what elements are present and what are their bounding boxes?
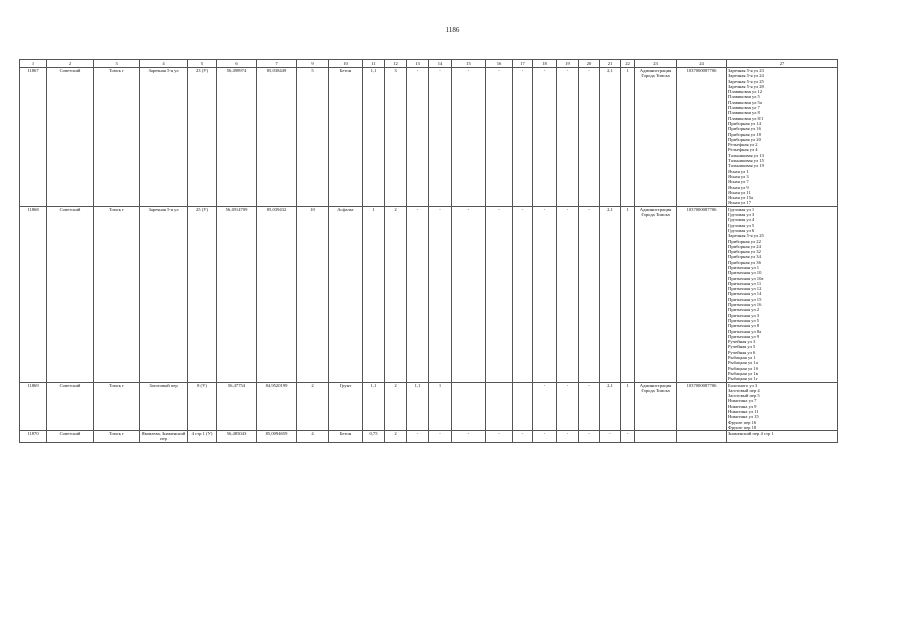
address-item: Приборная ул 24	[728, 243, 761, 249]
address-item: Никитина ул 11	[728, 409, 759, 414]
table-cell	[677, 431, 727, 443]
table-cell: 85,038449	[257, 68, 297, 207]
table-cell: Томск г	[94, 68, 140, 207]
table-cell: Заречная 5-я ул	[140, 68, 188, 207]
table-cell: Бетон	[329, 431, 363, 443]
table-cell: Советский	[47, 68, 94, 207]
address-item: Рыбацкая ул 1г	[728, 376, 758, 382]
address-item: Приборная ул 20	[728, 136, 761, 142]
table-cell: 2	[385, 206, 407, 382]
address-list-cell	[727, 68, 838, 207]
table-cell: -	[533, 382, 557, 431]
address-item: Грузовая ул 1	[728, 206, 755, 212]
address-item: Приборная ул 14	[728, 120, 761, 126]
address-item: Ручейная ул 6	[728, 349, 756, 355]
column-header: 5	[188, 60, 217, 68]
address-item: Заготовый пер 5	[728, 393, 760, 399]
column-header: 7	[257, 60, 297, 68]
table-cell: -	[513, 206, 533, 382]
address-item: Ясная ул 7	[728, 179, 749, 185]
table-cell: 11870	[20, 431, 47, 443]
table-cell: -	[407, 206, 429, 382]
table-cell: -	[579, 431, 600, 443]
register-body	[20, 68, 838, 443]
column-header: 23	[635, 60, 677, 68]
table-cell: 25 (У)	[188, 206, 217, 382]
table-cell: 56,47754	[217, 382, 257, 431]
address-item: Фрунзе пер 18	[728, 424, 757, 430]
address-item: Ясная ул 15а	[728, 195, 754, 201]
table-cell: -	[452, 431, 486, 443]
address-item: Рыбацкая ул 1а	[728, 360, 758, 366]
table-cell: 11868	[20, 206, 47, 382]
table-cell	[513, 382, 533, 431]
address-item: Заречная 5-я ул 25	[728, 233, 764, 239]
table-cell: Советский	[47, 431, 94, 443]
address-item: Плавиковая ул 5	[728, 94, 760, 100]
table-cell: 3	[385, 68, 407, 207]
address-item: Болотного ул 3	[728, 382, 758, 388]
address-item: Притычная ул 16	[728, 302, 762, 308]
table-cell: 1	[429, 382, 452, 431]
address-item: Никитина ул 15	[728, 414, 759, 420]
table-cell: -	[452, 206, 486, 382]
column-header: 11	[363, 60, 385, 68]
table-cell: -	[533, 206, 557, 382]
table-cell	[452, 382, 486, 431]
table-cell: -	[513, 431, 533, 443]
address-item: Тальниковая ул 15	[728, 158, 764, 164]
table-row	[20, 382, 838, 431]
table-cell: 8 (У)	[188, 382, 217, 431]
address-item: Плавиковая ул 8/1	[728, 115, 764, 121]
column-header: 21	[600, 60, 621, 68]
address-item: Приборная ул 18	[728, 131, 761, 137]
column-header: 19	[557, 60, 579, 68]
address-item: Приборная ул 16	[728, 126, 761, 132]
table-cell: -	[579, 382, 600, 431]
table-cell: 11867	[20, 68, 47, 207]
address-item: Ясная ул 1	[728, 168, 749, 174]
address-item: Ясная ул 17	[728, 200, 751, 206]
table-cell: -	[452, 68, 486, 207]
table-cell: 1,1	[407, 382, 429, 431]
table-cell: Администрация Города Томска	[635, 382, 677, 431]
page-number: 1186	[445, 26, 460, 34]
table-cell: 1,1	[363, 68, 385, 207]
table-cell: 2,1	[600, 206, 621, 382]
address-item: Ясная ул 3	[728, 173, 749, 179]
column-header: 17	[513, 60, 533, 68]
address-item: Плавиковая ул 12	[728, 89, 763, 95]
address-item: Заготовый пер 4	[728, 387, 760, 393]
column-header: 6	[217, 60, 257, 68]
address-item: Тальниковая ул 13	[728, 152, 764, 158]
table-cell: 1	[621, 382, 635, 431]
table-cell: -	[486, 68, 513, 207]
address-item: Никитина ул 9	[728, 403, 757, 409]
table-cell	[486, 382, 513, 431]
address-item: Рыбацкая ул 1б	[728, 365, 759, 371]
table-cell: -	[579, 68, 600, 207]
address-item: Плавиковая ул 7	[728, 105, 760, 111]
table-cell: 2,1	[600, 382, 621, 431]
address-item: Притычная ул 1	[728, 264, 760, 270]
address-item: Рельефная ул 2	[728, 142, 758, 148]
table-cell: -	[429, 68, 452, 207]
table-cell: 2	[385, 431, 407, 443]
table-cell: 85,039432	[257, 206, 297, 382]
column-header: 1	[20, 60, 47, 68]
table-cell: Советский	[47, 382, 94, 431]
address-item: Грузовая ул 4	[728, 217, 755, 223]
address-item: Приборная ул 22	[728, 238, 761, 244]
table-cell: Администрация Города Томска	[635, 206, 677, 382]
table-cell: 56,4914709	[217, 206, 257, 382]
address-list-cell	[727, 431, 838, 443]
table-cell: 2,1	[600, 68, 621, 207]
table-cell: -	[407, 68, 429, 207]
table-cell: -	[533, 431, 557, 443]
table-cell: -	[557, 431, 579, 443]
address-item: Знаменский пер 4 стр 1	[728, 431, 774, 437]
address-item: Плавиковая ул 8	[728, 110, 760, 116]
address-item: Притычная ул 15	[728, 296, 762, 302]
address-item: Рыбацкая ул 1в	[728, 370, 758, 376]
address-item: Тальниковая ул 19	[728, 163, 764, 169]
table-cell: 5	[297, 68, 329, 207]
address-item: Притычная ул 8	[728, 323, 760, 329]
table-cell: Томск г	[94, 431, 140, 443]
address-item: Приборная ул 34	[728, 254, 761, 260]
column-header: 16	[486, 60, 513, 68]
address-item: Притычная ул 12	[728, 286, 762, 292]
table-cell: -	[533, 68, 557, 207]
table-cell: 10	[297, 206, 329, 382]
table-cell: 0,75	[363, 431, 385, 443]
table-cell: Томск г	[94, 206, 140, 382]
table-row	[20, 206, 838, 382]
address-item: Притычная ул 10	[728, 270, 762, 276]
table-cell: Администрация Города Томска	[635, 68, 677, 207]
table-cell: -	[621, 431, 635, 443]
table-cell: -	[579, 206, 600, 382]
address-list-cell	[727, 206, 838, 382]
address-item: Притычная ул 11	[728, 280, 762, 286]
column-header: 9	[297, 60, 329, 68]
table-cell: 11869	[20, 382, 47, 431]
column-header: 4	[140, 60, 188, 68]
address-item: Рельефная ул 4	[728, 147, 758, 153]
table-cell: 1037000087706	[677, 382, 727, 431]
table-cell: 23 (У)	[188, 68, 217, 207]
address-item: Притычная ул 5	[728, 317, 760, 323]
address-item: Приборная ул 32	[728, 249, 761, 255]
column-header: 14	[429, 60, 452, 68]
table-cell: Бетон	[329, 68, 363, 207]
table-cell: Томск г	[94, 382, 140, 431]
table-cell: 1037000087706	[677, 206, 727, 382]
address-item: Притычная ул 10а	[728, 275, 764, 281]
address-item: Плавиковая ул 5а	[728, 99, 762, 105]
table-cell: -	[557, 206, 579, 382]
table-cell: 1	[621, 68, 635, 207]
table-cell: 84,9520199	[257, 382, 297, 431]
table-cell: 1,1	[363, 382, 385, 431]
address-item: Заречная 5-я ул 25	[728, 78, 764, 84]
address-item: Заречная 5-я ул 23	[728, 68, 764, 73]
table-cell: Грунт	[329, 382, 363, 431]
table-cell: Заречная 5-я ул	[140, 206, 188, 382]
address-item: Заречная 5-я ул 28	[728, 83, 764, 89]
table-cell: -	[557, 382, 579, 431]
table-cell: 4	[297, 431, 329, 443]
table-cell: 4 стр 1 (У)	[188, 431, 217, 443]
column-header: 3	[94, 60, 140, 68]
address-item: Ручейная ул 3	[728, 339, 756, 345]
table-cell: 1037000087706	[677, 68, 727, 207]
table-cell: 1	[363, 206, 385, 382]
column-header: 13	[407, 60, 429, 68]
table-cell	[635, 431, 677, 443]
address-item: Фрунзе пер 16	[728, 419, 757, 425]
table-cell: -	[407, 431, 429, 443]
address-list-cell	[727, 382, 838, 431]
table-cell: -	[429, 206, 452, 382]
address-item: Притычная ул 3	[728, 312, 760, 318]
address-item: Грузовая ул 5	[728, 222, 755, 228]
column-number-row	[20, 60, 838, 68]
table-cell: -	[513, 68, 533, 207]
table-cell: 2	[385, 382, 407, 431]
column-header: 20	[579, 60, 600, 68]
address-item: Ясная ул 11	[728, 189, 751, 195]
column-header: 2	[47, 60, 94, 68]
column-header: 22	[621, 60, 635, 68]
address-item: Притычная ул 2	[728, 307, 760, 313]
table-row	[20, 431, 838, 443]
table-cell: -	[557, 68, 579, 207]
address-item: Грузовая ул 3	[728, 212, 755, 218]
column-header: 18	[533, 60, 557, 68]
table-cell: Яковлева, Знаменский пер	[140, 431, 188, 443]
table-row	[20, 68, 838, 207]
table-cell: Советский	[47, 206, 94, 382]
column-header: 27	[727, 60, 838, 68]
address-item: Ясная ул 9	[728, 184, 749, 190]
table-cell: -	[486, 206, 513, 382]
address-item: Притычная ул 8а	[728, 328, 762, 334]
column-header: 15	[452, 60, 486, 68]
column-header: 24	[677, 60, 727, 68]
address-item: Приборная ул 36	[728, 259, 761, 265]
register-table	[19, 59, 838, 443]
table-cell: Асфальт	[329, 206, 363, 382]
table-cell: 2	[297, 382, 329, 431]
table-cell: -	[429, 431, 452, 443]
address-item: Рыбацкая ул 1	[728, 355, 756, 361]
table-cell: -	[600, 431, 621, 443]
address-item: Притычная ул 9	[728, 333, 760, 339]
address-item: Никитина ул 7	[728, 398, 757, 404]
address-item: Грузовая ул 6	[728, 227, 755, 233]
table-cell: 85,0094659	[257, 431, 297, 443]
table-cell: 1	[621, 206, 635, 382]
table-cell: 56,485043	[217, 431, 257, 443]
table-cell: -	[486, 431, 513, 443]
table-cell: Заготовый пер	[140, 382, 188, 431]
address-item: Притычная ул 14	[728, 291, 762, 297]
column-header: 10	[329, 60, 363, 68]
column-header: 12	[385, 60, 407, 68]
address-item: Ручейная ул 5	[728, 344, 756, 350]
address-item: Заречная 5-я ул 24	[728, 73, 764, 79]
table-cell: 56,498974	[217, 68, 257, 207]
